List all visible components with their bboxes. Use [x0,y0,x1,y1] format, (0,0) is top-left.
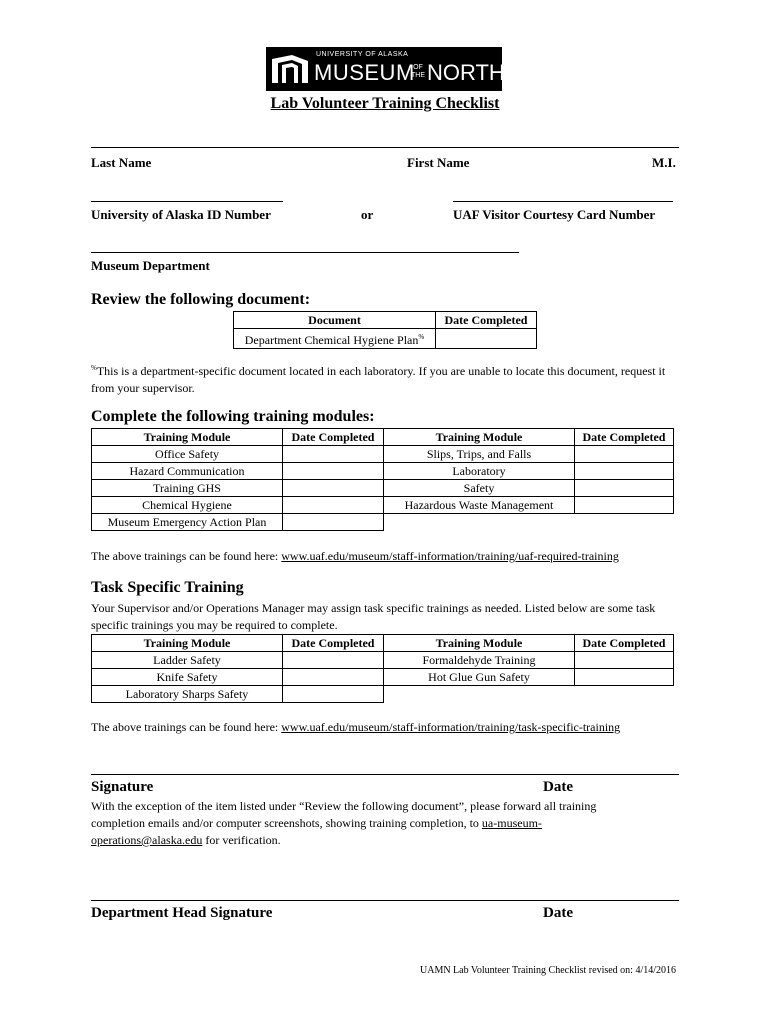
logo-museum-text: MUSEUM [314,60,415,85]
review-table [233,311,537,349]
task-header-date-left: Date Completed [283,635,384,652]
review-note: %This is a department-specific document located in each laboratory. If you are unable to locate this document, request it from your supervisor. [91,364,666,395]
review-document-cell: Department Chemical Hygiene Plan% [234,329,436,349]
empty-cell [384,686,575,703]
task-date-cell[interactable] [575,652,674,669]
task-specific-training-link[interactable]: www.uaf.edu/museum/staff-information/training/task-specific-training [281,720,621,734]
museum-logo-icon [272,55,308,83]
dept-head-date-label: Date [543,905,573,921]
modules-heading: Complete the following training modules: [91,408,375,425]
dept-head-signature-label: Department Head Signature [91,905,273,921]
module-date-cell[interactable] [283,497,384,514]
signature-date-label: Date [543,779,573,795]
empty-cell [575,514,674,531]
signature-instructions: With the exception of the item listed under “Review the following document”, please forward all training completion emails and/or computer screenshots, showing training completion, to ua-museum-operations@alaska.edu for verification. [91,799,597,847]
module-slips-trips-falls: Slips, Trips, and Falls [384,446,575,463]
task-date-cell[interactable] [575,669,674,686]
task-heading: Task Specific Training [91,579,244,596]
module-safety: Safety [384,480,575,497]
module-laboratory: Laboratory [384,463,575,480]
task-hot-glue-gun-safety: Hot Glue Gun Safety [384,669,575,686]
module-training-ghs: Training GHS [92,480,283,497]
task-date-cell[interactable] [283,669,384,686]
footer-revision: UAMN Lab Volunteer Training Checklist revised on: 4/14/2016 [420,965,677,976]
modules-header-date-left: Date Completed [283,429,384,446]
ua-id-line[interactable] [91,201,283,202]
operations-email-link[interactable]: ua-museum-operations@alaska.edu [91,816,542,847]
module-date-cell[interactable] [575,497,674,514]
page-title: Lab Volunteer Training Checklist [270,95,500,112]
module-date-cell[interactable] [575,463,674,480]
modules-header-module-left: Training Module [92,429,283,446]
module-date-cell[interactable] [283,480,384,497]
name-line[interactable] [91,147,679,148]
task-header-module-right: Training Module [384,635,575,652]
department-label: Museum Department [91,258,210,273]
review-header-document: Document [234,312,436,329]
first-name-label: First Name [407,155,470,170]
task-table [91,634,674,703]
modules-header-module-right: Training Module [384,429,575,446]
module-date-cell[interactable] [283,446,384,463]
module-hazardous-waste: Hazardous Waste Management [384,497,575,514]
department-line[interactable] [91,252,519,253]
module-date-cell[interactable] [283,463,384,480]
review-date-cell[interactable] [436,329,537,349]
task-ladder-safety: Ladder Safety [92,652,283,669]
module-hazard-communication: Hazard Communication [92,463,283,480]
module-date-cell[interactable] [283,514,384,531]
visitor-card-label: UAF Visitor Courtesy Card Number [453,207,656,222]
logo-university-text: UNIVERSITY OF ALASKA [316,51,409,58]
middle-initial-label: M.I. [652,155,676,170]
module-emergency-action-plan: Museum Emergency Action Plan [92,514,283,531]
visitor-card-line[interactable] [453,201,673,202]
task-header-date-right: Date Completed [575,635,674,652]
ua-id-label: University of Alaska ID Number [91,207,271,222]
task-sharps-safety: Laboratory Sharps Safety [92,686,283,703]
module-chemical-hygiene: Chemical Hygiene [92,497,283,514]
task-intro: Your Supervisor and/or Operations Manager may assign task specific trainings as needed. Listed below are some task specific trainings you may be required to complete. [91,601,656,632]
modules-header-date-right: Date Completed [575,429,674,446]
task-header-module-left: Training Module [92,635,283,652]
or-label: or [361,207,374,222]
task-knife-safety: Knife Safety [92,669,283,686]
review-header-date: Date Completed [436,312,537,329]
module-date-cell[interactable] [575,446,674,463]
task-found-here: The above trainings can be found here: www.uaf.edu/museum/staff-information/training/task-specific-training [91,720,621,734]
last-name-label: Last Name [91,155,152,170]
signature-line[interactable] [91,774,679,775]
review-heading: Review the following document: [91,291,311,308]
task-date-cell[interactable] [283,652,384,669]
dept-head-signature-line[interactable] [91,900,679,901]
module-office-safety: Office Safety [92,446,283,463]
logo-north-text: NORTH [427,60,505,85]
signature-label: Signature [91,779,154,795]
task-formaldehyde-training: Formaldehyde Training [384,652,575,669]
uaf-required-training-link[interactable]: www.uaf.edu/museum/staff-information/training/uaf-required-training [281,549,619,563]
task-date-cell[interactable] [283,686,384,703]
empty-cell [575,686,674,703]
modules-found-here: The above trainings can be found here: www.uaf.edu/museum/staff-information/training/uaf-required-training [91,549,619,563]
logo-of-the-text: OF THE [411,64,425,79]
modules-table [91,428,674,531]
museum-logo [266,47,505,91]
module-date-cell[interactable] [575,480,674,497]
empty-cell [384,514,575,531]
